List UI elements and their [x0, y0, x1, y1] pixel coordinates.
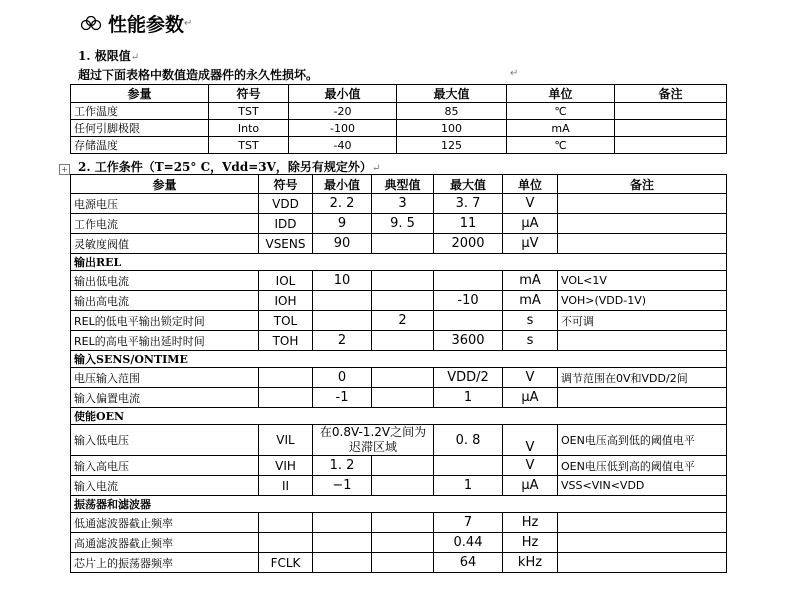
unit-cell: mA	[503, 271, 558, 291]
max-cell: 64	[434, 553, 503, 573]
unit-cell: V	[503, 194, 558, 214]
col-param: 参量	[71, 175, 259, 194]
max-cell	[434, 311, 503, 331]
unit-cell: V	[503, 368, 558, 388]
param-cell: 工作温度	[71, 103, 209, 120]
table-row	[71, 120, 727, 137]
symbol-cell: TST	[209, 103, 289, 120]
table-row	[71, 476, 727, 496]
param-cell: REL的低电平输出锁定时间	[71, 311, 259, 331]
typ-cell	[372, 476, 434, 496]
min-cell	[313, 291, 372, 311]
param-cell: 电压输入范围	[71, 368, 259, 388]
unit-cell: ℃	[507, 137, 615, 154]
col-symbol: 符号	[259, 175, 313, 194]
section-row	[71, 496, 727, 513]
table-row	[71, 425, 727, 456]
symbol-cell: IOH	[259, 291, 313, 311]
unit-cell: Hz	[503, 533, 558, 553]
min-cell	[313, 553, 372, 573]
typ-cell	[372, 368, 434, 388]
param-cell: 输出高电流	[71, 291, 259, 311]
symbol-cell	[259, 368, 313, 388]
table-row	[71, 137, 727, 154]
min-cell: -40	[289, 137, 397, 154]
table-row	[71, 533, 727, 553]
max-cell: 3. 7	[434, 194, 503, 214]
min-cell: -20	[289, 103, 397, 120]
table-header-row	[71, 85, 727, 103]
typ-cell	[372, 388, 434, 408]
max-cell: 125	[397, 137, 507, 154]
symbol-cell	[259, 388, 313, 408]
max-cell: 3600	[434, 331, 503, 351]
max-cell: -10	[434, 291, 503, 311]
note-cell	[558, 513, 727, 533]
limits-table	[70, 84, 727, 154]
symbol-cell: TST	[209, 137, 289, 154]
symbol-cell: TOH	[259, 331, 313, 351]
param-cell: 低通滤波器截止频率	[71, 513, 259, 533]
col-note: 备注	[615, 85, 727, 103]
col-max: 最大值	[434, 175, 503, 194]
note-cell	[615, 120, 727, 137]
section1-desc: 超过下面表格中数值造成器件的永久性损坏。	[78, 68, 319, 82]
param-cell: 芯片上的振荡器频率	[71, 553, 259, 573]
section-row	[71, 254, 727, 271]
table-row	[71, 214, 727, 234]
symbol-cell: VIL	[259, 425, 313, 456]
max-cell: 2000	[434, 234, 503, 254]
unit-cell: ℃	[507, 103, 615, 120]
col-param: 参量	[71, 85, 209, 103]
min-cell: -100	[289, 120, 397, 137]
param-cell: 灵敏度阀值	[71, 234, 259, 254]
min-cell	[313, 311, 372, 331]
symbol-cell: VIH	[259, 456, 313, 476]
unit-cell: Hz	[503, 513, 558, 533]
symbol-cell: FCLK	[259, 553, 313, 573]
symbol-cell: VDD	[259, 194, 313, 214]
max-cell: 85	[397, 103, 507, 120]
note-cell	[558, 388, 727, 408]
note-cell: VOL<1V	[558, 271, 727, 291]
table-row	[71, 456, 727, 476]
note-cell	[558, 533, 727, 553]
unit-cell: μA	[503, 476, 558, 496]
max-cell	[434, 271, 503, 291]
section-row	[71, 351, 727, 368]
typ-cell	[372, 456, 434, 476]
page-title-text: 性能参数	[108, 14, 185, 36]
param-cell: 输出低电流	[71, 271, 259, 291]
table-row	[71, 331, 727, 351]
operating-conditions-table	[70, 174, 727, 573]
min-cell: 2	[313, 331, 372, 351]
typ-cell: 9. 5	[372, 214, 434, 234]
min-cell: −1	[313, 476, 372, 496]
max-cell: 1	[434, 388, 503, 408]
note-cell: OEN电压高到低的阈值电平	[558, 425, 727, 456]
min-cell: 0	[313, 368, 372, 388]
col-min: 最小值	[289, 85, 397, 103]
table-row	[71, 291, 727, 311]
min-cell	[313, 533, 372, 553]
unit-cell: kHz	[503, 553, 558, 573]
table-row	[71, 368, 727, 388]
typ-cell: 3	[372, 194, 434, 214]
typ-cell	[372, 513, 434, 533]
col-max: 最大值	[397, 85, 507, 103]
note-cell	[558, 331, 727, 351]
typ-cell: 2	[372, 311, 434, 331]
section-title: 振荡器和滤波器	[71, 496, 727, 513]
max-cell: 11	[434, 214, 503, 234]
symbol-cell: VSENS	[259, 234, 313, 254]
param-cell: 任何引脚极限	[71, 120, 209, 137]
unit-cell: s	[503, 311, 558, 331]
unit-cell: s	[503, 331, 558, 351]
max-cell	[434, 456, 503, 476]
page-title: 性能参数 ↵	[80, 10, 192, 37]
unit-cell: μV	[503, 234, 558, 254]
note-cell	[615, 137, 727, 154]
unit-cell: μA	[503, 214, 558, 234]
min-cell: 2. 2	[313, 194, 372, 214]
table-row	[71, 311, 727, 331]
col-typ: 典型值	[372, 175, 434, 194]
symbol-cell: Into	[209, 120, 289, 137]
symbol-cell: II	[259, 476, 313, 496]
note-cell: VOH>(VDD-1V)	[558, 291, 727, 311]
note-cell	[558, 194, 727, 214]
symbol-cell	[259, 533, 313, 553]
note-cell: OEN电压低到高的阈值电平	[558, 456, 727, 476]
note-cell: VSS<VIN<VDD	[558, 476, 727, 496]
col-symbol: 符号	[209, 85, 289, 103]
col-unit: 单位	[503, 175, 558, 194]
param-cell: 输入电流	[71, 476, 259, 496]
min-cell: 90	[313, 234, 372, 254]
min-cell: -1	[313, 388, 372, 408]
flower-bullet-icon	[80, 16, 102, 32]
max-cell: 0. 8	[434, 425, 503, 456]
note-cell	[558, 214, 727, 234]
unit-cell: μA	[503, 388, 558, 408]
unit-cell: V	[503, 425, 558, 456]
note-cell: 不可调	[558, 311, 727, 331]
section-row	[71, 408, 727, 425]
col-min: 最小值	[313, 175, 372, 194]
max-cell: 0.44	[434, 533, 503, 553]
typ-cell	[372, 271, 434, 291]
unit-cell: mA	[507, 120, 615, 137]
col-note: 备注	[558, 175, 727, 194]
table-anchor-icon[interactable]: +	[59, 164, 70, 175]
param-cell: 输入高电压	[71, 456, 259, 476]
min-cell: 1. 2	[313, 456, 372, 476]
section-title: 输出REL	[71, 254, 727, 271]
min-cell: 9	[313, 214, 372, 234]
typ-cell	[372, 553, 434, 573]
typ-cell	[372, 533, 434, 553]
unit-cell: mA	[503, 291, 558, 311]
note-cell: 调节范围在0V和VDD/2间	[558, 368, 727, 388]
symbol-cell: IDD	[259, 214, 313, 234]
section-title: 输入SENS/ONTIME	[71, 351, 727, 368]
table-row	[71, 388, 727, 408]
param-cell: 输入低电压	[71, 425, 259, 456]
col-unit: 单位	[507, 85, 615, 103]
max-cell: VDD/2	[434, 368, 503, 388]
table-row	[71, 553, 727, 573]
symbol-cell	[259, 513, 313, 533]
max-cell: 7	[434, 513, 503, 533]
note-cell	[558, 234, 727, 254]
param-cell: 输入偏置电流	[71, 388, 259, 408]
param-cell: 存储温度	[71, 137, 209, 154]
note-cell	[615, 103, 727, 120]
section1-heading: 1. 极限值↵	[78, 49, 140, 63]
min-cell: 在0.8V-1.2V之间为迟滞区域	[313, 425, 434, 456]
symbol-cell: IOL	[259, 271, 313, 291]
table-header-row	[71, 175, 727, 194]
max-cell: 100	[397, 120, 507, 137]
min-cell	[313, 513, 372, 533]
param-cell: 高通滤波器截止频率	[71, 533, 259, 553]
table-row	[71, 271, 727, 291]
typ-cell	[372, 291, 434, 311]
param-cell: 电源电压	[71, 194, 259, 214]
unit-cell: V	[503, 456, 558, 476]
note-cell	[558, 553, 727, 573]
table-row	[71, 194, 727, 214]
table-row	[71, 103, 727, 120]
typ-cell	[372, 331, 434, 351]
param-cell: 工作电流	[71, 214, 259, 234]
symbol-cell: TOL	[259, 311, 313, 331]
section-title: 使能OEN	[71, 408, 727, 425]
section2-heading: 2. 工作条件（T=25° C，Vdd=3V，除另有规定外）↵	[78, 160, 381, 174]
typ-cell	[372, 234, 434, 254]
min-cell: 10	[313, 271, 372, 291]
max-cell: 1	[434, 476, 503, 496]
param-cell: REL的高电平输出延时时间	[71, 331, 259, 351]
table-row	[71, 513, 727, 533]
table-row	[71, 234, 727, 254]
